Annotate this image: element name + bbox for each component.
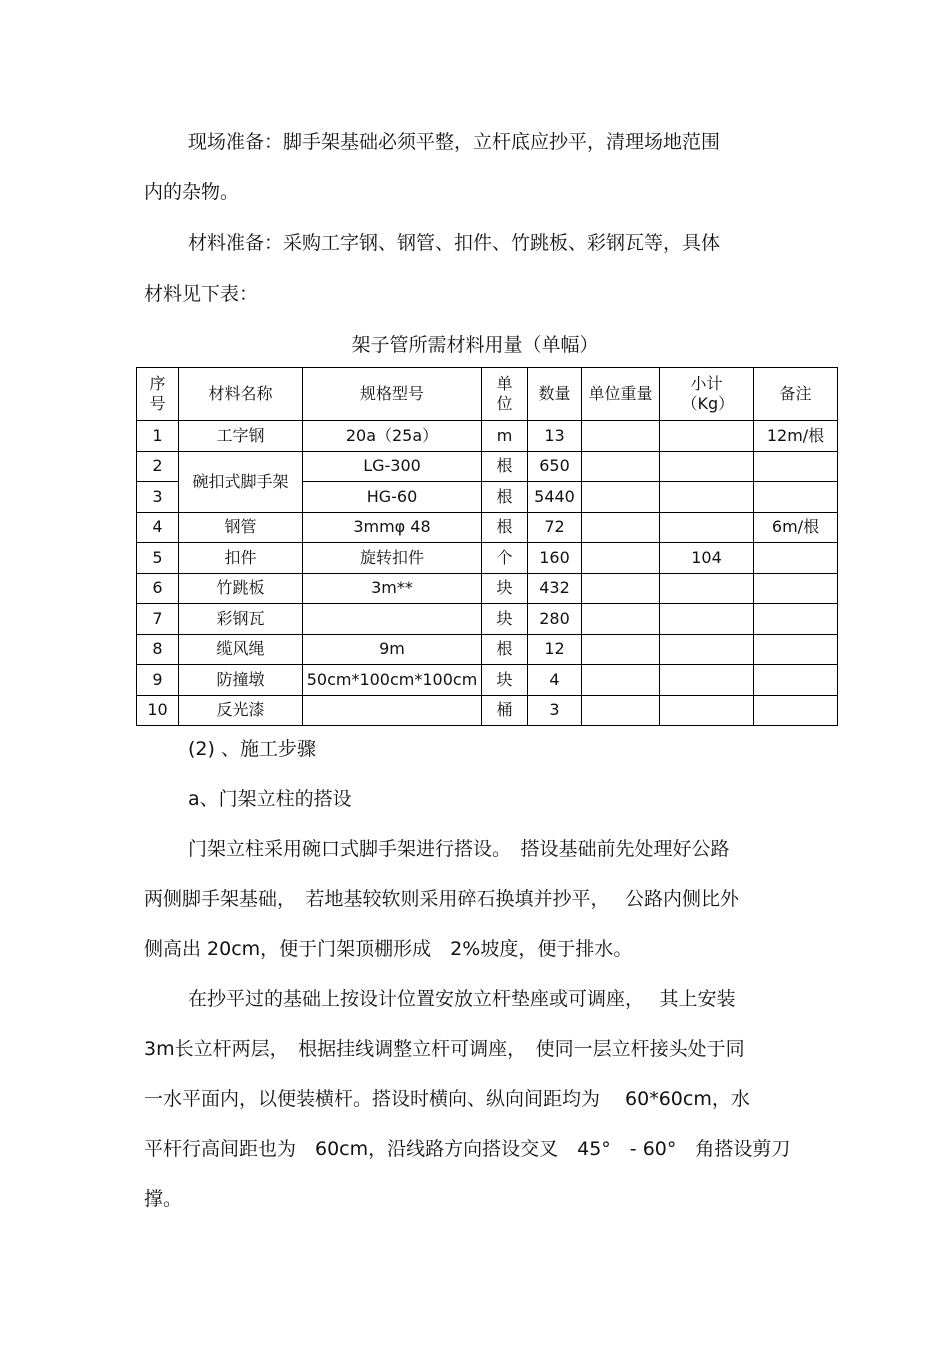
paragraph-body-line: 平杆行高间距也为 60cm，沿线路方向搭设交叉 45° - 60° 角搭设剪刀	[144, 1138, 791, 1160]
cell-seq: 3	[137, 482, 179, 513]
cell-spec: 20a（25a）	[303, 421, 482, 452]
cell-subtotal	[660, 573, 754, 604]
cell-qty: 160	[528, 543, 582, 574]
cell-remark	[754, 665, 838, 696]
cell-spec: HG-60	[303, 482, 482, 513]
cell-qty: 5440	[528, 482, 582, 513]
cell-name: 缆风绳	[179, 634, 303, 665]
cell-spec: LG-300	[303, 451, 482, 482]
cell-qty: 12	[528, 634, 582, 665]
cell-name: 工字钢	[179, 421, 303, 452]
cell-subtotal	[660, 695, 754, 726]
cell-seq: 7	[137, 604, 179, 635]
paragraph-body-line: 一水平面内，以便装横杆。搭设时横向、纵向间距均为 60*60cm，水	[144, 1088, 750, 1110]
cell-remark	[754, 543, 838, 574]
paragraph-body-line: 在抄平过的基础上按设计位置安放立杆垫座或可调座， 其上安装	[188, 988, 736, 1010]
cell-unit: 桶	[482, 695, 528, 726]
cell-remark	[754, 573, 838, 604]
table-caption: 架子管所需材料用量（单幅）	[351, 334, 599, 356]
cell-seq: 5	[137, 543, 179, 574]
cell-qty: 650	[528, 451, 582, 482]
cell-name: 钢管	[179, 512, 303, 543]
cell-unit-weight	[582, 573, 660, 604]
paragraph-site-prep-line2: 内的杂物。	[144, 181, 240, 203]
cell-unit: 根	[482, 512, 528, 543]
header-unit-weight: 单位重量	[582, 368, 660, 421]
cell-qty: 13	[528, 421, 582, 452]
cell-subtotal	[660, 512, 754, 543]
cell-spec: 50cm*100cm*100cm	[303, 665, 482, 696]
cell-unit-weight	[582, 451, 660, 482]
header-subtotal: 小计（Kg）	[660, 368, 754, 421]
table-header-row	[137, 368, 838, 421]
table-row	[137, 604, 838, 635]
table-row	[137, 543, 838, 574]
materials-table	[136, 367, 838, 726]
cell-spec	[303, 604, 482, 635]
paragraph-body-line: 3m长立杆两层， 根据挂线调整立杆可调座， 使同一层立杆接头处于同	[144, 1038, 745, 1060]
cell-unit: 块	[482, 573, 528, 604]
header-spec: 规格型号	[303, 368, 482, 421]
table-row	[137, 634, 838, 665]
table-row	[137, 421, 838, 452]
cell-unit-weight	[582, 695, 660, 726]
cell-subtotal	[660, 421, 754, 452]
cell-seq: 9	[137, 665, 179, 696]
cell-name: 碗扣式脚手架	[179, 451, 303, 512]
cell-qty: 4	[528, 665, 582, 696]
cell-seq: 6	[137, 573, 179, 604]
cell-unit-weight	[582, 421, 660, 452]
header-name: 材料名称	[179, 368, 303, 421]
table-row	[137, 512, 838, 543]
cell-name: 扣件	[179, 543, 303, 574]
cell-remark	[754, 451, 838, 482]
table-row	[137, 665, 838, 696]
cell-remark	[754, 604, 838, 635]
cell-subtotal	[660, 634, 754, 665]
cell-name: 反光漆	[179, 695, 303, 726]
cell-unit-weight	[582, 604, 660, 635]
paragraph-body-line: 两侧脚手架基础， 若地基较软则采用碎石换填并抄平， 公路内侧比外	[144, 888, 740, 910]
cell-qty: 72	[528, 512, 582, 543]
cell-unit-weight	[582, 482, 660, 513]
cell-qty: 3	[528, 695, 582, 726]
cell-spec: 旋转扣件	[303, 543, 482, 574]
header-remark: 备注	[754, 368, 838, 421]
cell-seq: 4	[137, 512, 179, 543]
cell-unit: 根	[482, 482, 528, 513]
header-unit: 单位	[482, 368, 528, 421]
cell-subtotal	[660, 482, 754, 513]
cell-subtotal	[660, 665, 754, 696]
cell-remark	[754, 695, 838, 726]
cell-unit: 根	[482, 451, 528, 482]
header-qty: 数量	[528, 368, 582, 421]
cell-spec: 3m**	[303, 573, 482, 604]
cell-unit: m	[482, 421, 528, 452]
cell-remark: 12m/根	[754, 421, 838, 452]
header-seq: 序号	[137, 368, 179, 421]
cell-spec: 3mmφ 48	[303, 512, 482, 543]
table-row	[137, 573, 838, 604]
cell-remark: 6m/根	[754, 512, 838, 543]
table-row	[137, 451, 838, 482]
paragraph-material-prep-line2: 材料见下表：	[144, 283, 259, 305]
cell-subtotal	[660, 604, 754, 635]
cell-unit: 块	[482, 604, 528, 635]
cell-unit-weight	[582, 634, 660, 665]
cell-seq: 1	[137, 421, 179, 452]
cell-subtotal	[660, 451, 754, 482]
cell-qty: 280	[528, 604, 582, 635]
cell-name: 彩钢瓦	[179, 604, 303, 635]
paragraph-body-line: 门架立柱采用碗口式脚手架进行搭设。 搭设基础前先处理好公路	[188, 838, 730, 860]
cell-seq: 2	[137, 451, 179, 482]
cell-qty: 432	[528, 573, 582, 604]
cell-name: 防撞墩	[179, 665, 303, 696]
cell-spec: 9m	[303, 634, 482, 665]
cell-seq: 10	[137, 695, 179, 726]
cell-seq: 8	[137, 634, 179, 665]
cell-subtotal: 104	[660, 543, 754, 574]
cell-unit-weight	[582, 665, 660, 696]
paragraph-site-prep-line1: 现场准备：脚手架基础必须平整，立杆底应抄平，清理场地范围	[188, 131, 721, 153]
cell-unit: 个	[482, 543, 528, 574]
section-heading: (2) 、施工步骤	[188, 738, 316, 760]
cell-unit: 根	[482, 634, 528, 665]
paragraph-material-prep-line1: 材料准备：采购工字钢、钢管、扣件、竹跳板、彩钢瓦等，具体	[188, 232, 721, 254]
cell-unit-weight	[582, 543, 660, 574]
section-subheading: a、门架立柱的搭设	[188, 788, 352, 810]
cell-spec	[303, 695, 482, 726]
cell-remark	[754, 634, 838, 665]
cell-unit: 块	[482, 665, 528, 696]
cell-remark	[754, 482, 838, 513]
cell-name: 竹跳板	[179, 573, 303, 604]
paragraph-body-line: 侧高出 20cm，便于门架顶棚形成 2%坡度，便于排水。	[144, 938, 633, 960]
paragraph-body-line: 撑。	[144, 1188, 183, 1210]
cell-unit-weight	[582, 512, 660, 543]
table-row	[137, 695, 838, 726]
